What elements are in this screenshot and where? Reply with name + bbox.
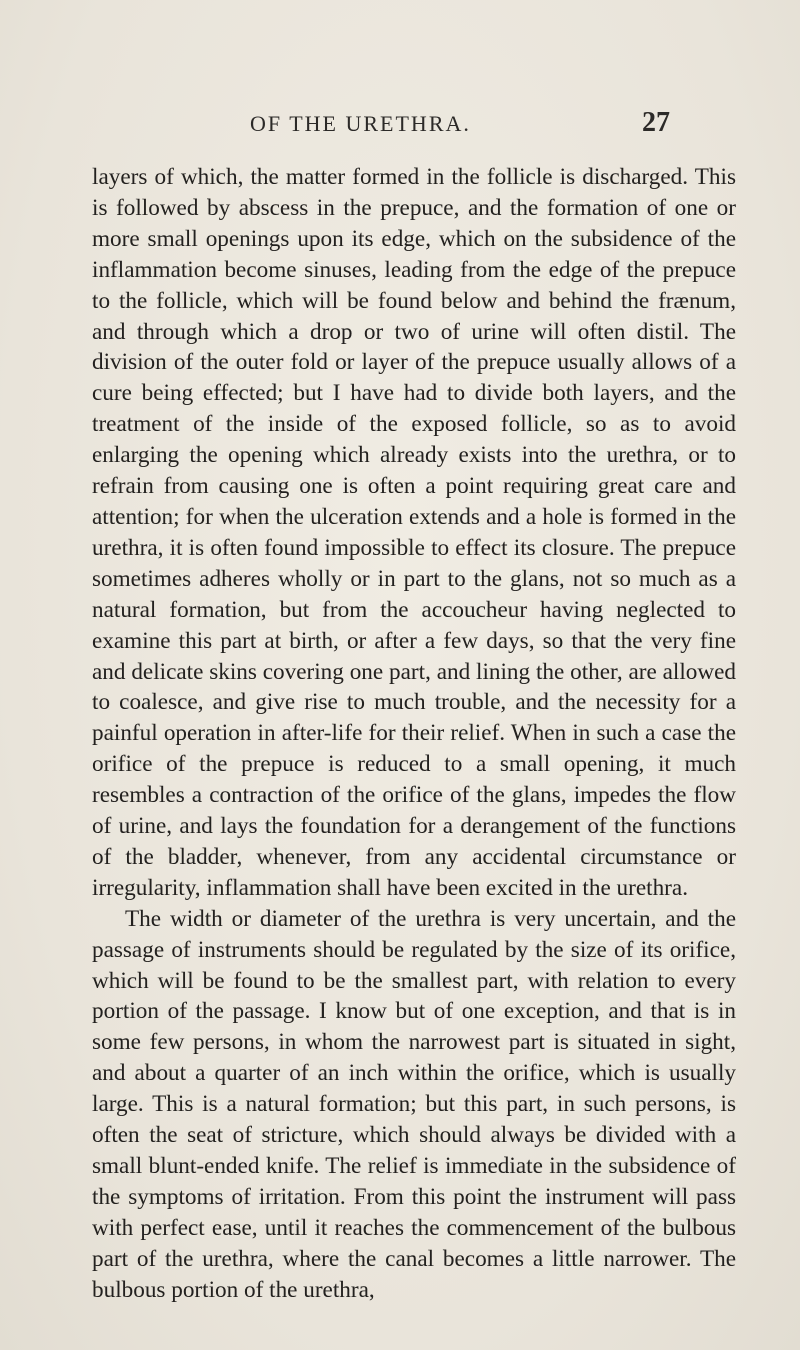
page-number: 27 [642,107,670,138]
running-head [250,107,670,147]
paragraph-1: layers of which, the matter formed in the follicle is discharged. This is followed by abscess in the prepuce, and the formation of one or more small openings upon its edge, which on the subsidence of the inflammation become sinuses, leading from the edge of the prepuce to the follicle, which will be found below and behind the frænum, and through which a drop or two of urine will often distil. The division of the outer fold or layer of the prepuce usually allows of a cure being effected; but I have had to divide both layers, and the treatment of the inside of the exposed follicle, so as to avoid enlarging the opening which already exists into the urethra, or to refrain from causing one is often a point requiring great care and attention; for when the ulceration extends and a hole is formed in the urethra, it is often found impossible to effect its closure. The prepuce sometimes adheres wholly or in part to the glans, not so much as a natural formation, but from the accoucheur having neglected to examine this part at birth, or after a few days, so that the very fine and delicate skins covering one part, and lining the other, are allowed to coalesce, and give rise to much trouble, and the necessity for a painful operation in after-life for their relief. When in such a case the orifice of the prepuce is reduced to a small opening, it much resembles a contraction of the orifice of the glans, impedes the flow of urine, and lays the foundation for a derangement of the functions of the bladder, whenever, from any accidental circumstance or irregularity, inflammation shall have been excited in the urethra. [92,164,736,901]
body-text [92,162,736,1306]
running-title: OF THE URETHRA. [250,111,471,136]
paragraph-2: The width or diameter of the urethra is very uncertain, and the passage of instruments should be regulated by the size of its orifice, which will be found to be the smallest part, with relation to every portion of the passage. I know but of one exception, and that is in some few persons, in whom the narrowest part is situated in sight, and about a quarter of an inch within the orifice, which is usually large. This is a natural formation; but this part, in such persons, is often the seat of stricture, which should always be divided with a small blunt-ended knife. The relief is immediate in the subsidence of the symptoms of irritation. From this point the instrument will pass with perfect ease, until it reaches the commencement of the bulbous part of the urethra, where the canal becomes a little narrower. The bulbous portion of the urethra, [92,905,736,1303]
